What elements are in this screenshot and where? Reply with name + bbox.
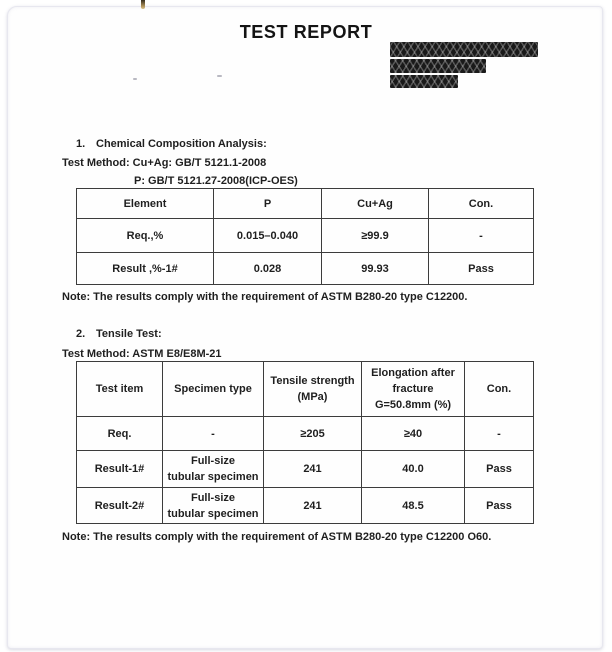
table-header-row — [77, 362, 534, 417]
section2-number: 2. — [76, 328, 86, 340]
table-cell — [77, 417, 163, 451]
table-cell — [163, 417, 264, 451]
section1-method-line-1: Test Method: Cu+Ag: GB/T 5121.1-2008 — [62, 157, 267, 169]
table-row — [77, 417, 534, 451]
cell-line: tubular specimen — [167, 507, 259, 520]
section1-method-line-2: P: GB/T 5121.27-2008(ICP-OES) — [134, 175, 298, 187]
cell-line: tubular specimen — [167, 471, 259, 483]
section2-heading-text: Tensile Test: — [96, 328, 162, 340]
table-cell — [362, 451, 465, 488]
section2-heading — [76, 327, 162, 341]
table-cell: ≥99.9 — [322, 219, 429, 253]
table-cell — [163, 488, 264, 524]
column-header — [77, 362, 163, 417]
table-cell — [264, 417, 362, 451]
table-cell: 99.93 — [322, 253, 429, 285]
column-header: Element — [77, 189, 214, 219]
table-cell: 0.028 — [214, 253, 322, 285]
table-header-row — [77, 189, 534, 219]
cell-line: ≥40 — [403, 427, 423, 440]
table-cell — [362, 488, 465, 524]
header-line: (MPa) — [297, 391, 328, 403]
cell-line: Result-1# — [94, 463, 145, 475]
section1-note: Note: The results comply with the requirement of ASTM B280-20 type C12200. — [62, 291, 468, 303]
column-header — [264, 362, 362, 417]
table-row — [77, 253, 534, 285]
column-header — [362, 362, 465, 417]
scan-speck — [217, 75, 222, 77]
table-cell — [163, 451, 264, 488]
header-line: Tensile strength — [270, 375, 355, 387]
table-cell — [264, 488, 362, 524]
cell-line: Pass — [486, 499, 512, 512]
table-cell — [264, 451, 362, 488]
redaction-bar-3 — [390, 75, 458, 88]
redaction-bar-1 — [390, 42, 538, 57]
table-cell — [465, 417, 534, 451]
section2-method-line-1: Test Method: ASTM E8/E8M-21 — [62, 348, 222, 360]
cell-line: 241 — [303, 499, 322, 512]
chemical-composition-table — [76, 188, 534, 285]
table-cell — [77, 488, 163, 524]
cell-line: - — [497, 427, 501, 440]
table-row — [77, 451, 534, 488]
scan-speck — [133, 78, 137, 80]
section1-heading — [76, 137, 267, 151]
cell-line: Result-2# — [94, 499, 145, 512]
column-header: Con. — [429, 189, 534, 219]
cell-line: 40.0 — [402, 463, 424, 475]
table-row — [77, 219, 534, 253]
table-cell: - — [429, 219, 534, 253]
table-cell — [77, 451, 163, 488]
cell-line: Req. — [107, 427, 132, 440]
cell-line: 48.5 — [402, 499, 424, 512]
header-line: Specimen type — [174, 383, 252, 395]
section1-heading-text: Chemical Composition Analysis: — [96, 138, 267, 150]
table-cell — [362, 417, 465, 451]
header-line: Con. — [486, 383, 512, 395]
redaction-bar-2 — [390, 59, 486, 73]
cell-line: 241 — [303, 463, 322, 475]
header-line: Test item — [95, 383, 144, 395]
cell-line: ≥205 — [300, 427, 325, 440]
page-title: TEST REPORT — [239, 22, 373, 42]
scan-artifact-mark — [141, 0, 145, 9]
column-header: P — [214, 189, 322, 219]
cell-line: Pass — [486, 463, 512, 475]
table-cell — [465, 488, 534, 524]
table-cell: Req.,% — [77, 219, 214, 253]
header-line: fracture — [392, 383, 434, 395]
table-cell: Result ,%-1# — [77, 253, 214, 285]
table-cell — [465, 451, 534, 488]
table-row — [77, 488, 534, 524]
section2-note: Note: The results comply with the requirement of ASTM B280-20 type C12200 O60. — [62, 531, 492, 543]
cell-line: - — [211, 427, 215, 440]
section1-number: 1. — [76, 138, 86, 150]
tensile-test-table — [76, 361, 534, 524]
header-line: G=50.8mm (%) — [374, 399, 452, 411]
column-header: Cu+Ag — [322, 189, 429, 219]
cell-line: Full-size — [190, 491, 235, 504]
header-line: Elongation after — [371, 367, 455, 379]
table-cell: Pass — [429, 253, 534, 285]
column-header — [163, 362, 264, 417]
table-cell: 0.015–0.040 — [214, 219, 322, 253]
cell-line: Full-size — [190, 455, 235, 467]
column-header — [465, 362, 534, 417]
